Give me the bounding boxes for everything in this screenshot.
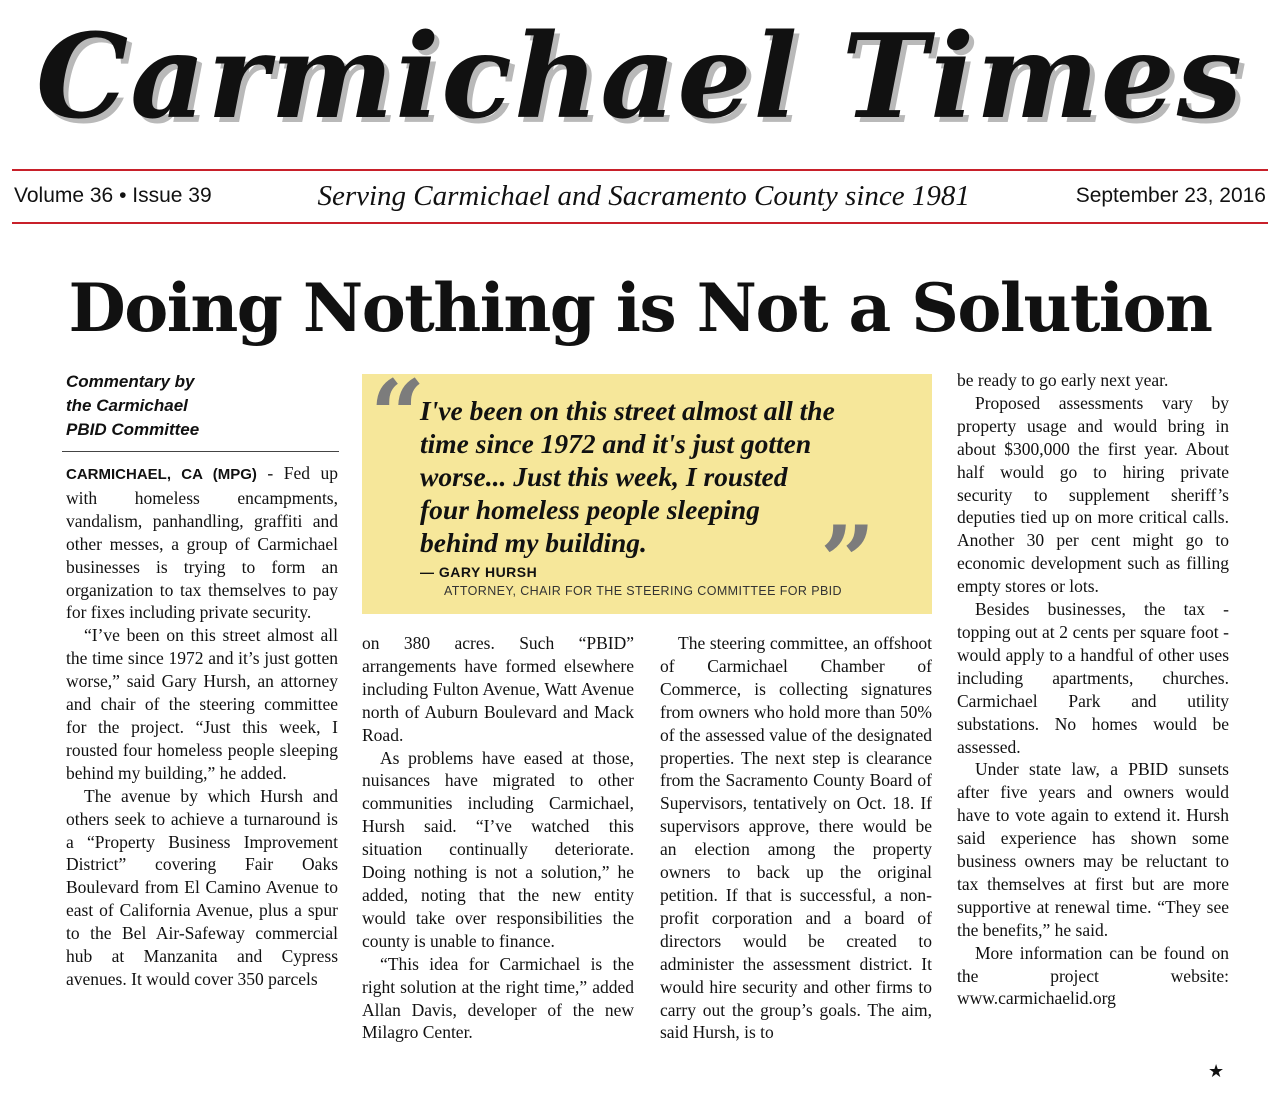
paragraph: The steering committee, an offshoot of Carmichael Chamber of Commerce, is collecting signatures from owners who hold more than 50% of the assessed value of the designated properties. The next step is clearance from the Sacramento County Board of Supervisors, tentatively on Oct. 18. If supervisors approve, there would be an election among the property owners to back up the original petition. If that is successful, a non-profit corporation and a board of directors would be created to administer the assessment district. It would hire security and other firms to carry out the group’s goals. The aim, said Hursh, is to: [660, 633, 932, 1043]
pull-quote-author-role: ATTORNEY, CHAIR FOR THE STEERING COMMITTEE FOR PBID: [444, 584, 842, 598]
newspaper-title: Carmichael Times: [35, 9, 1245, 145]
byline-divider: [62, 451, 339, 452]
paragraph: The avenue by which Hursh and others seek to achieve a turnaround is a “Property Business Improvement District” covering Fair Oaks Boulevard from El Camino Avenue to east of California Avenue, plus a spur to the Bel Air-Safeway commercial hub at Manzanita and Cypress avenues. It would cover 350 parcels: [66, 785, 338, 989]
byline-line: PBID Committee: [66, 420, 200, 439]
paragraph: More information can be found on the project website: www.carmichaelid.org: [957, 942, 1229, 1009]
byline-line: Commentary by: [66, 372, 195, 391]
article-column-1: [66, 462, 338, 991]
paragraph: “I’ve been on this street almost all the time since 1972 and it’s just gotten worse,” said Gary Hursh, an attorney and chair of the steering committee for the project. “Just this week, I rousted four homeless people sleeping behind my building,” he added.: [66, 625, 338, 783]
paragraph: Besides businesses, the tax - topping out at 2 cents per square foot - would apply to a handful of other uses including apartments, churches. Carmichael Park and utility substations. No homes would be assessed.: [957, 599, 1229, 757]
paragraph: Proposed assessments vary by property usage and would bring in about $300,000 the first year. About half would go to hiring private security to supplement sheriff’s deputies tied up on more critical calls. Another 30 per cent might go to economic development such as filling empty stores or lots.: [957, 392, 1229, 597]
paragraph: [66, 462, 338, 624]
byline: [66, 370, 336, 442]
paragraph: Under state law, a PBID sunsets after five years and owners would have to vote again to extend it. Hursh said experience has shown some business owners may be reluctant to tax themselves at first but are more supportive at renewal time. “They see the benefits,” he said.: [957, 759, 1229, 940]
byline-line: the Carmichael: [66, 396, 188, 415]
paragraph: on 380 acres. Such “PBID” arrangements have formed elsewhere including Fulton Avenue, Watt Avenue north of Auburn Boulevard and Mack Road.: [362, 633, 634, 745]
end-of-story-star-icon: ★: [1208, 1061, 1225, 1082]
dateline: CARMICHAEL, CA (MPG): [66, 466, 257, 483]
issue-date: September 23, 2016: [1075, 184, 1266, 207]
paragraph: be ready to go early next year.: [957, 370, 1169, 390]
pull-quote-box: [362, 359, 932, 618]
close-quote-mark-icon: ”: [820, 505, 876, 618]
masthead: [0, 2, 1280, 162]
paragraph-text: - Fed up with homeless encampments, vandalism, panhandling, graffiti and other messes, a group of Carmichael businesses is trying to form an organization to tax themselves to pay for fixes including private security.: [66, 463, 338, 623]
masthead-bottom-rule: [12, 222, 1268, 224]
masthead-info-bar: [14, 172, 1266, 220]
article-headline: Doing Nothing is Not a Solution: [68, 269, 1212, 347]
volume-issue: Volume 36 • Issue 39: [14, 184, 212, 207]
open-quote-mark-icon: “: [370, 359, 426, 472]
article-column-4: [957, 369, 1229, 1010]
pull-quote-author: — GARY HURSH: [420, 564, 538, 580]
article-column-3: [660, 632, 932, 1044]
paragraph: “This idea for Carmichael is the right solution at the right time,” added Allan Davis, developer of the new Milagro Center.: [362, 953, 634, 1043]
article-column-2: [362, 632, 634, 1044]
tagline: Serving Carmichael and Sacramento County since 1981: [317, 179, 970, 212]
masthead-top-rule: [12, 169, 1268, 171]
paragraph: As problems have eased at those, nuisances have migrated to other communities including Carmichael, Hursh said. “I’ve watched this situation continually deteriorate. Doing nothing is not a solution,” he added, noting that the new entity would take over responsibilities the county is unable to finance.: [362, 747, 634, 951]
pull-quote-text: I've been on this street almost all the time since 1972 and it's just gotten worse... Just this week, I rousted four homeless people sleeping behind my building.: [420, 395, 835, 558]
